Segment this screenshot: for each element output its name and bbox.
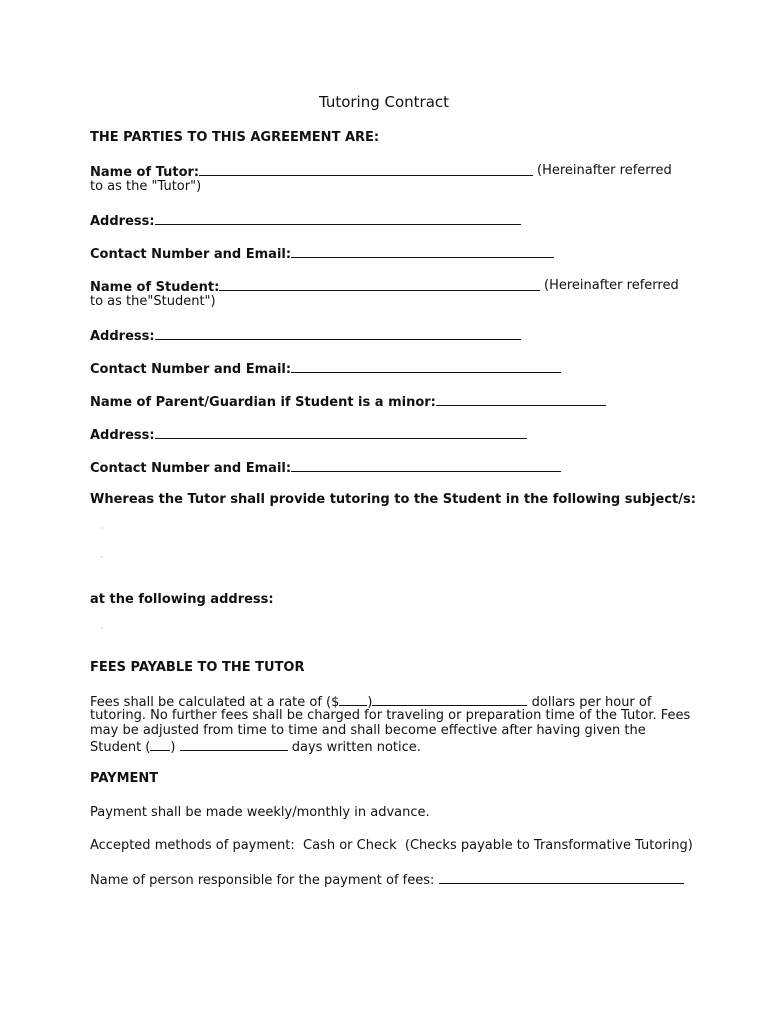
student-address-row: [90, 327, 521, 344]
whereas-statement: Whereas the Tutor shall provide tutoring to the Student in the following subject/s:: [90, 492, 696, 507]
student-contact-row: [90, 360, 561, 377]
student-name-row: [90, 278, 540, 295]
payment-responsible-row: [90, 871, 684, 888]
guardian-name-field[interactable]: [436, 393, 606, 406]
payment-responsible-label: Name of person responsible for the payment of fees:: [90, 873, 435, 888]
student-address-field[interactable]: [155, 327, 521, 340]
fees-rate-paren: ): [367, 695, 373, 710]
fees-notice-line: [90, 738, 421, 755]
tutor-referred-text: (Hereinafter referred: [537, 163, 672, 178]
tutor-name-label: Name of Tutor:: [90, 165, 200, 180]
student-address-label: Address:: [90, 329, 155, 344]
tutor-name-field[interactable]: [199, 163, 533, 176]
subject-bullet-mark: [101, 527, 103, 529]
payment-frequency: Payment shall be made weekly/monthly in advance.: [90, 805, 430, 820]
student-contact-field[interactable]: [291, 360, 561, 373]
payment-responsible-field[interactable]: [439, 871, 684, 884]
parties-heading: THE PARTIES TO THIS AGREEMENT ARE:: [90, 130, 380, 145]
fees-notice-text: Student (: [90, 740, 151, 755]
tutor-address-field[interactable]: [155, 212, 521, 225]
fees-line-3: may be adjusted from time to time and shall become effective after having given the: [90, 723, 646, 738]
tutor-address-row: [90, 212, 521, 229]
fees-notice-paren: ): [170, 740, 176, 755]
student-contact-label: Contact Number and Email:: [90, 362, 292, 377]
student-referred-text-cont: to as the"Student"): [90, 294, 216, 309]
guardian-name-row: [90, 393, 606, 410]
guardian-address-label: Address:: [90, 428, 155, 443]
document-title: Tutoring Contract: [318, 93, 450, 111]
tutor-contact-field[interactable]: [291, 245, 554, 258]
student-name-field[interactable]: [219, 278, 540, 291]
guardian-contact-field[interactable]: [291, 459, 561, 472]
fees-heading: FEES PAYABLE TO THE TUTOR: [90, 660, 305, 675]
subject-bullet-mark: [101, 556, 103, 558]
student-name-label: Name of Student:: [90, 280, 220, 295]
guardian-contact-row: [90, 459, 561, 476]
guardian-contact-label: Contact Number and Email:: [90, 461, 292, 476]
tutor-name-row: [90, 163, 533, 180]
fees-notice-number-field[interactable]: [150, 738, 170, 751]
fees-rate-words-field[interactable]: [372, 693, 527, 706]
fees-notice-end: days written notice.: [291, 740, 421, 755]
payment-methods: Accepted methods of payment: Cash or Check (Checks payable to Transformative Tutoring): [90, 838, 693, 853]
fees-notice-words-field[interactable]: [180, 738, 288, 751]
fees-rate-amount-field[interactable]: [339, 693, 367, 706]
address-heading: at the following address:: [90, 592, 274, 607]
tutor-contact-label: Contact Number and Email:: [90, 247, 292, 262]
tutor-referred-text-cont: to as the "Tutor"): [90, 179, 202, 194]
fees-rate-unit: dollars per hour of: [531, 695, 652, 710]
fees-rate-text: Fees shall be calculated at a rate of ($: [90, 695, 340, 710]
student-referred-text: (Hereinafter referred: [544, 278, 679, 293]
fees-line-2: tutoring. No further fees shall be charged for traveling or preparation time of the Tutor. Fees: [90, 708, 691, 723]
tutor-address-label: Address:: [90, 214, 155, 229]
guardian-address-row: [90, 426, 527, 443]
guardian-address-field[interactable]: [155, 426, 527, 439]
tutor-contact-row: [90, 245, 554, 262]
guardian-name-label: Name of Parent/Guardian if Student is a minor:: [90, 395, 436, 410]
payment-heading: PAYMENT: [90, 771, 159, 786]
address-bullet-mark: [101, 627, 103, 629]
